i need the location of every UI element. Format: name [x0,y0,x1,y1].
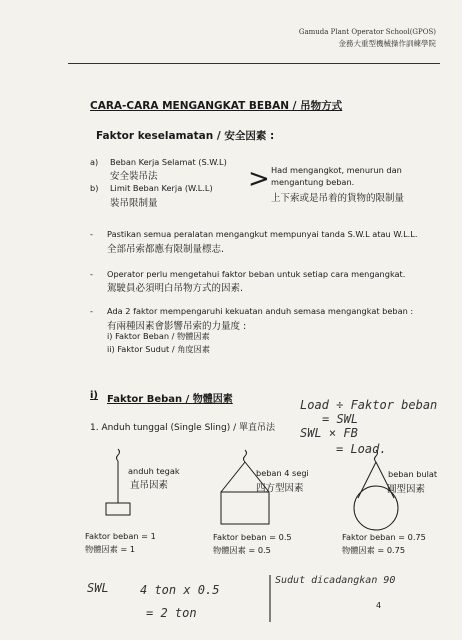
item-b-text: Limit Beban Kerja (W.L.L) [110,183,213,193]
bullet-2-cn: 駕駛員必須明白吊物方式的因素. [107,283,244,294]
bullet-dash: - [90,306,93,316]
bullet-dash: - [90,229,93,239]
item-a-cn: 安全裝吊法 [110,171,158,182]
diagram-3-factor-cn: 物體因素 = 0.75 [342,545,406,555]
school-name-en: Gamuda Plant Operator School(GPOS) [298,28,436,36]
school-name-cn: 金務大重型機械操作訓練學院 [338,39,436,48]
section-subtitle: Faktor keselamatan / 安全因素 : [96,130,275,142]
diagram-2-factor: Faktor beban = 0.5 [213,532,292,542]
bullet-1-text: Pastikan semua peralatan mengangkut mempunyai tanda S.W.L atau W.L.L. [107,229,418,239]
handwritten-note-1: Load ÷ Faktor beban [300,398,438,412]
bullet-3-text: Ada 2 faktor mempengaruhi kekuatan anduh semasa mengangkat beban : [107,306,414,316]
item-b-cn: 裝吊限制量 [110,198,158,209]
diagram-3-drawing [354,450,398,530]
diagram-1-factor: Faktor beban = 1 [85,531,156,541]
diagram-1-drawing [106,449,130,515]
bracket-symbol: > [248,164,270,194]
section-number: i) [90,390,98,401]
note-line-1: Had mengangkot, menurun dan [271,165,402,175]
section-title: Faktor Beban / 物體因素 [107,394,233,405]
bullet-3-cn: 有兩種因素會影響吊索的力量度 : [107,321,247,332]
section-item-1: 1. Anduh tunggal (Single Sling) / 單直吊法 [90,423,275,433]
diagram-2-label: beban 4 segi [256,468,309,478]
handwritten-note-5: SWL [87,581,109,595]
handwritten-note-8: Sudut dicadangkan 90 [275,575,396,586]
diagram-2-factor-cn: 物體因素 = 0.5 [213,545,271,555]
diagram-3-label: beban bulat [388,469,438,479]
diagram-3-factor: Faktor beban = 0.75 [342,532,426,542]
diagram-3-label-cn: 圓型因素 [387,484,426,495]
handwritten-note-6: 4 ton x 0.5 [140,583,220,597]
page-number: 4 [376,601,382,610]
diagram-1-label: anduh tegak [128,466,180,476]
item-b-label: b) [90,183,99,193]
bullet-1-cn: 全部吊索都應有限制量標志. [107,244,225,255]
handwritten-note-3: SWL × FB [300,426,358,440]
note-line-2: mengantung beban. [271,177,355,187]
bullet-dash: - [90,269,93,279]
handwritten-note-4: = Load. [336,442,387,456]
handwritten-note-2: = SWL [322,412,359,426]
handwritten-note-7: = 2 ton [146,606,197,620]
diagram-2-label-cn: 四方型因素 [256,483,304,494]
diagram-1-factor-cn: 物體因素 = 1 [85,544,136,554]
diagram-1-label-cn: 直吊因素 [130,480,169,491]
diagram-2-drawing [221,450,269,524]
page-title: CARA-CARA MENGANGKAT BEBAN / 吊物方式 [90,100,343,112]
bullet-3-sub-1: i) Faktor Beban / 物體因素 [107,331,210,341]
item-a-text: Beban Kerja Selamat (S.W.L) [110,157,227,167]
bullet-3-sub-2: ii) Faktor Sudut / 角度因素 [107,344,210,354]
bullet-2-text: Operator perlu mengetahui faktor beban untuk setiap cara mengangkat. [107,269,406,279]
item-a-label: a) [90,157,99,167]
note-cn: 上下索或是吊着的貨物的限制量 [271,193,405,204]
